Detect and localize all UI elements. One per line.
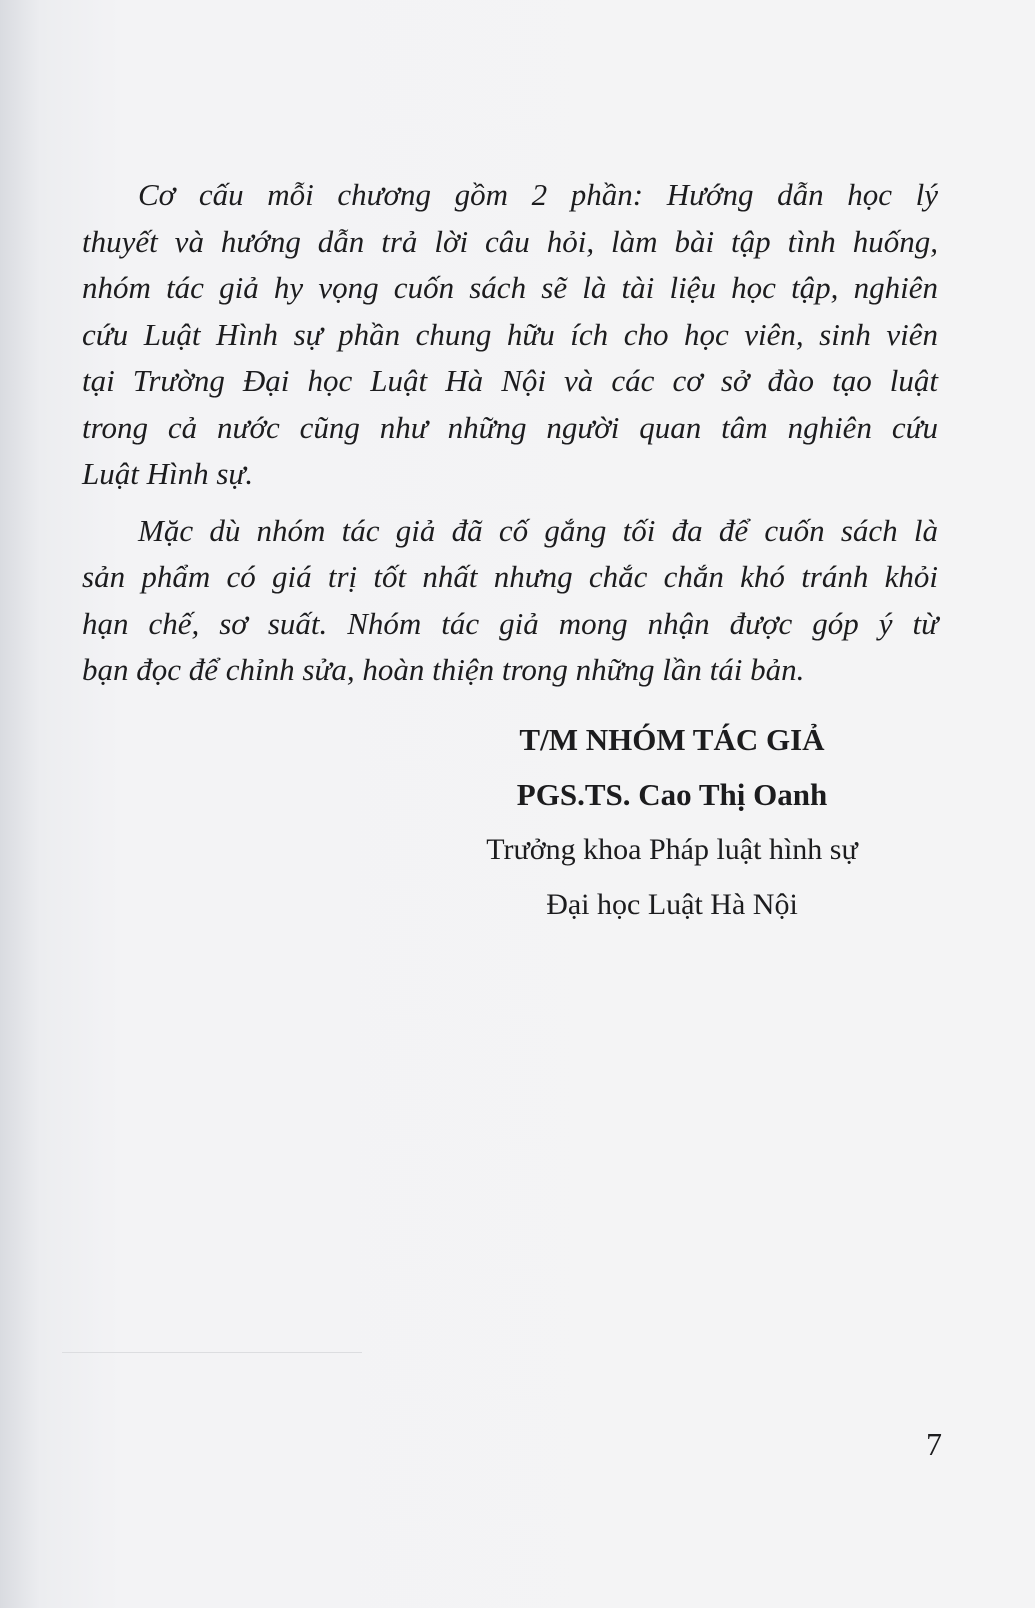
text-line: nhóm tác giả hy vọng cuốn sách sẽ là tài liệu học tập, nghiên bbox=[82, 270, 938, 305]
text-line: Mặc dù nhóm tác giả đã cố gắng tối đa để cuốn sách là bbox=[138, 512, 938, 548]
text-line: bạn đọc để chỉnh sửa, hoàn thiện trong những lần tái bản. bbox=[82, 652, 805, 687]
footnote-divider bbox=[62, 1352, 362, 1353]
signature-name: PGS.TS. Cao Thị Oanh bbox=[516, 777, 828, 812]
signature-organization: Đại học Luật Hà Nội bbox=[546, 888, 798, 921]
text-line: Cơ cấu mỗi chương gồm 2 phần: Hướng dẫn học lý bbox=[138, 177, 938, 212]
text-line: tại Trường Đại học Luật Hà Nội và các cơ sở đào tạo luật bbox=[82, 363, 938, 398]
text-line: hạn chế, sơ suất. Nhóm tác giả mong nhận được góp ý từ bbox=[82, 605, 938, 641]
text-line: trong cả nước cũng như những người quan tâm nghiên cứu bbox=[82, 409, 938, 445]
text-line: Luật Hình sự. bbox=[82, 456, 254, 491]
signature-title: T/M NHÓM TÁC GIẢ bbox=[519, 722, 825, 757]
text-line: sản phẩm có giá trị tốt nhất nhưng chắc chắn khó tránh khỏi bbox=[82, 559, 938, 594]
preface-body bbox=[82, 172, 938, 694]
paragraph-2 bbox=[82, 508, 938, 694]
text-line: cứu Luật Hình sự phần chung hữu ích cho học viên, sinh viên bbox=[82, 316, 938, 352]
signature-role: Trưởng khoa Pháp luật hình sự bbox=[486, 833, 858, 866]
paragraph-1 bbox=[82, 172, 938, 498]
text-line: thuyết và hướng dẫn trả lời câu hỏi, làm bài tập tình huống, bbox=[82, 223, 938, 259]
page-number: 7 bbox=[926, 1426, 942, 1462]
